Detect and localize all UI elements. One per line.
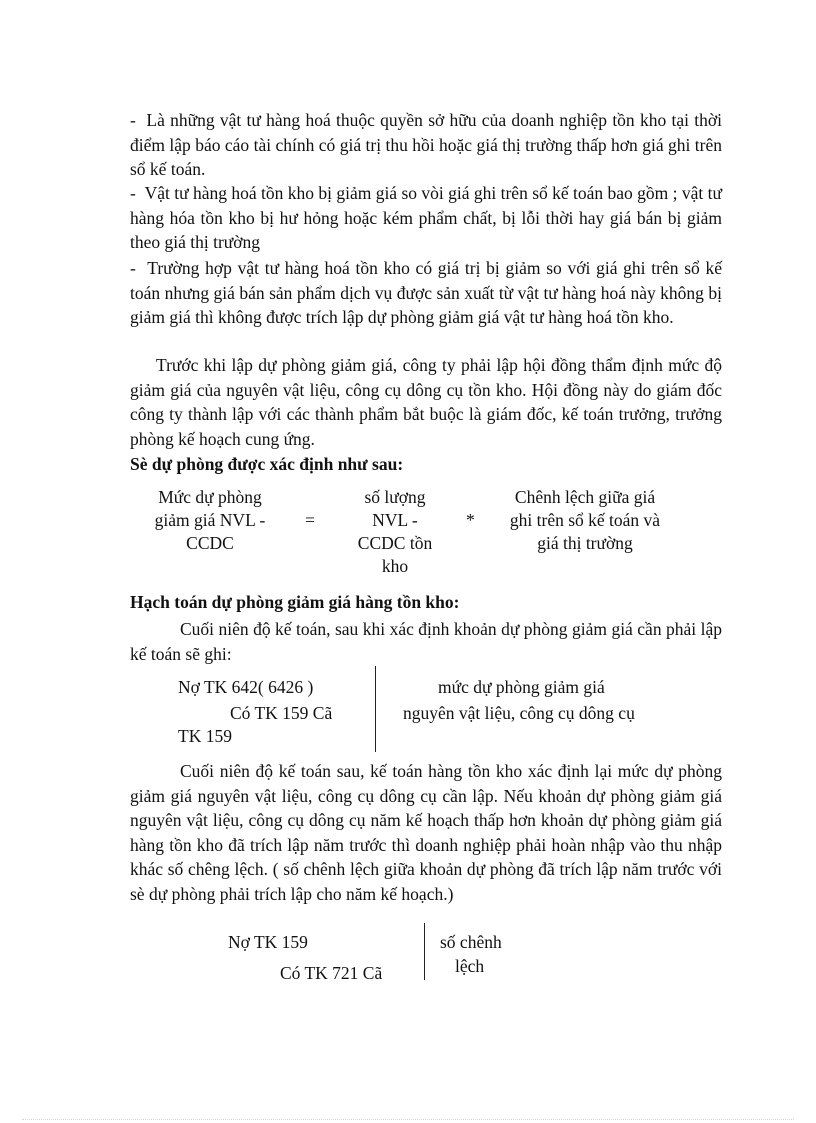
entry1-desc-2: nguyên vật liệu, công cụ dông cụ [403, 703, 635, 723]
formula-right-line: ghi trên sổ kế toán và [509, 510, 661, 530]
entry2-credit: Có TK 721 Cã [280, 963, 383, 983]
formula-left-line: CCDC [186, 533, 234, 553]
formula-left [140, 486, 280, 555]
heading-provision-formula: Sè dự phòng được xác định như sau: [130, 454, 404, 474]
heading-accounting: Hạch toán dự phòng giảm giá hàng tồn kho: [130, 592, 460, 612]
formula-mid-line: số lượng [364, 487, 426, 507]
bullet-2: - Vật tư hàng hoá tồn kho bị giảm giá so vòi giá ghi trên sổ kế toán bao gồm ; vật tư hàng hóa tồn kho bị hư hỏng hoặc kém phẩm chất, bị lỗi thời hay giá bán bị giảm theo giá thị trường [130, 183, 722, 252]
formula-left-line: Mức dự phòng [158, 487, 262, 507]
entry2-divider [424, 923, 425, 980]
paragraph-year-end: Cuối niên độ kế toán, sau khi xác định khoản dự phòng giảm giá cần phải lập kế toán sẽ ghi: [130, 619, 722, 664]
entry2-debit: Nợ TK 159 [228, 932, 308, 952]
paragraph-council: Trước khi lập dự phòng giảm giá, công ty phải lập hội đồng thẩm định mức độ giảm giá của nguyên vật liệu, công cụ dông cụ tồn kho. Hội đồng này do giám đốc công ty thành lập với các thành phẩm bắt buộc là giám đốc, kế toán trưởng, trưởng phòng kế hoạch cung ứng. [130, 355, 722, 449]
entry1-desc-1: mức dự phòng giảm giá [438, 677, 605, 697]
entry1-credit-cont: TK 159 [178, 726, 232, 746]
formula-mid-line: CCDC tồn [357, 533, 433, 553]
footer-divider [22, 1119, 794, 1120]
entry2-desc-1: số chênh [440, 932, 502, 952]
formula-mid-line: NVL - [372, 510, 418, 530]
formula-times: * [466, 510, 475, 530]
paragraph-reversal: Cuối niên độ kế toán sau, kế toán hàng tồn kho xác định lại mức dự phòng giảm giá nguyên vật liệu, công cụ dông cụ cần lập. Nếu khoản dự phòng giảm giá nguyên vật liệu, công cụ dông cụ năm kế hoạch thấp hơn khoản dự phòng giảm giá hàng tồn kho đã trích lập năm trước thì doanh nghiệp phải hoàn nhập vào thu nhập khác số chêng lệch. ( số chênh lệch giữa khoản dự phòng đã trích lập năm trước với sè dự phòng phải trích lập cho năm kế hoạch.) [130, 761, 722, 904]
formula-middle [345, 486, 445, 578]
bullet-1: - Là những vật tư hàng hoá thuộc quyền sở hữu của doanh nghiệp tồn kho tại thời điểm lập báo cáo tài chính có giá trị thu hồi hoặc giá thị trường thấp hơn giá ghi trên sổ kế toán. [130, 110, 722, 179]
formula-right [490, 486, 680, 555]
formula-right-line: Chênh lệch giữa giá [514, 487, 656, 507]
formula-equals: = [305, 510, 315, 530]
entry1-credit: Có TK 159 Cã [230, 703, 333, 723]
entry2-desc-2: lệch [455, 956, 485, 976]
entry1-divider [375, 666, 376, 752]
formula-left-line: giảm giá NVL - [154, 510, 266, 530]
bullet-3: - Trường hợp vật tư hàng hoá tồn kho có giá trị bị giảm so với giá ghi trên sổ kế toán nhưng giá bán sản phẩm dịch vụ được sản xuất từ vật tư hàng hoá này không bị giảm giá thì không được trích lập dự phòng giảm giá vật tư hàng hoá tồn kho. [130, 258, 722, 327]
formula-mid-line: kho [381, 556, 409, 576]
entry1-debit: Nợ TK 642( 6426 ) [178, 677, 314, 697]
formula-right-line: giá thị trường [537, 533, 633, 553]
